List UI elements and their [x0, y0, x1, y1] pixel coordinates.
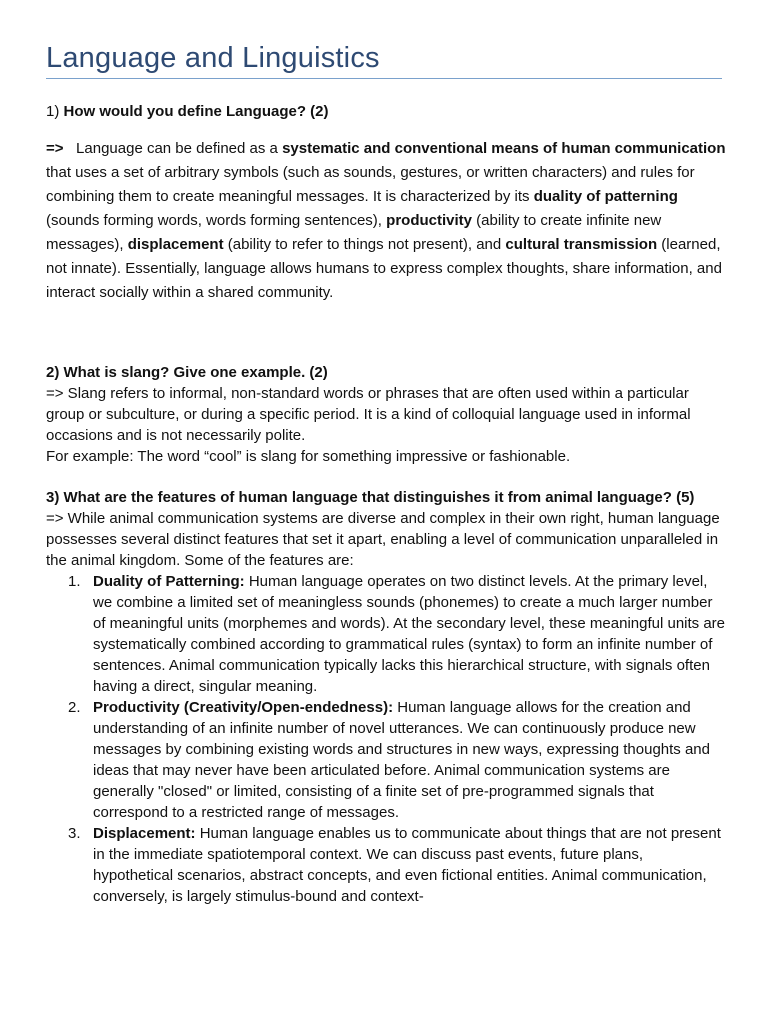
list-item-number: 2.: [68, 699, 81, 716]
list-item: [46, 697, 726, 823]
list-item-term: Displacement:: [93, 825, 196, 842]
question-3: [46, 487, 726, 907]
answer-1-term-communication: systematic and conventional means of human communication: [282, 140, 726, 157]
list-item-number: 1.: [68, 573, 81, 590]
list-item: [46, 571, 726, 697]
answer-2-text: => Slang refers to informal, non-standard words or phrases that are often used within a particular group or subculture, or during a specific period. It is a kind of colloquial language used in informal occasions and is not necessarily polite.: [46, 385, 691, 444]
answer-1-text: Language can be defined as a: [76, 140, 278, 157]
list-item-text: Human language enables us to communicate about things that are not present in the immediate spatiotemporal context. We can discuss past events, future plans, hypothetical scenarios, abstract concepts, and even fictional entities. Animal communication, conversely, is largely stimulus-bound and context-: [93, 825, 721, 905]
question-1: [46, 103, 726, 120]
list-item-term: Duality of Patterning:: [93, 573, 245, 590]
question-1-number: 1): [46, 103, 60, 120]
answer-1: [46, 137, 726, 305]
answer-3-intro: => While animal communication systems are diverse and complex in their own right, human language possesses several distinct features that set it apart, enabling a level of communication unparalleled in the animal kingdom. Some of the features are:: [46, 510, 720, 569]
list-item-number: 3.: [68, 825, 81, 842]
answer-1-text: (ability to refer to things not present), and: [227, 236, 502, 253]
answer-1-text: that uses a set of arbitrary symbols (such as sounds, gestures, or written characters) and rules for combining them to create meaningful messages. It is characterized by its: [46, 164, 695, 205]
answer-1-term-duality: duality of patterning: [533, 188, 678, 205]
answer-1-text: (sounds forming words, words forming sentences),: [46, 212, 382, 229]
answer-1-arrow: =>: [46, 140, 64, 157]
answer-1-text: (learned, not innate). Essentially, language allows humans to express complex thoughts, share information, and interact socially within a shared community.: [46, 236, 722, 301]
list-item-term: Productivity (Creativity/Open-endedness):: [93, 699, 394, 716]
answer-2-example: For example: The word “cool” is slang for something impressive or fashionable.: [46, 448, 571, 465]
list-item: [46, 823, 726, 907]
question-1-text: How would you define Language? (2): [63, 103, 329, 120]
answer-1-term-cultural-transmission: cultural transmission: [505, 236, 658, 253]
list-item-text: Human language operates on two distinct levels. At the primary level, we combine a limited set of meaningless sounds (phonemes) to create a much larger number of meaningful units (morphemes and words). At the secondary level, these meaningful units are systematically combined according to grammatical rules (syntax) to form an infinite number of sentences. Animal communication typically lacks this hierarchical structure, with signals often having a direct, singular meaning.: [93, 573, 726, 695]
question-2-text: 2) What is slang? Give one example. (2): [46, 364, 328, 381]
answer-1-term-displacement: displacement: [127, 236, 224, 253]
question-3-text: 3) What are the features of human language that distinguishes it from animal language? (5): [46, 489, 695, 506]
answer-1-term-productivity: productivity: [386, 212, 472, 229]
question-2: [46, 362, 726, 467]
page-title: Language and Linguistics: [46, 42, 722, 79]
features-list: [46, 571, 726, 907]
list-item-text: Human language allows for the creation and understanding of an infinite number of novel utterances. We can continuously produce new messages by combining existing words and structures in new ways, expressing thoughts and ideas that may never have been articulated before. Animal communication systems are generally "closed" or limited, consisting of a finite set of pre-programmed signals that correspond to a restricted range of messages.: [93, 699, 710, 821]
answer-1-text: (ability to create infinite new messages),: [46, 212, 662, 253]
